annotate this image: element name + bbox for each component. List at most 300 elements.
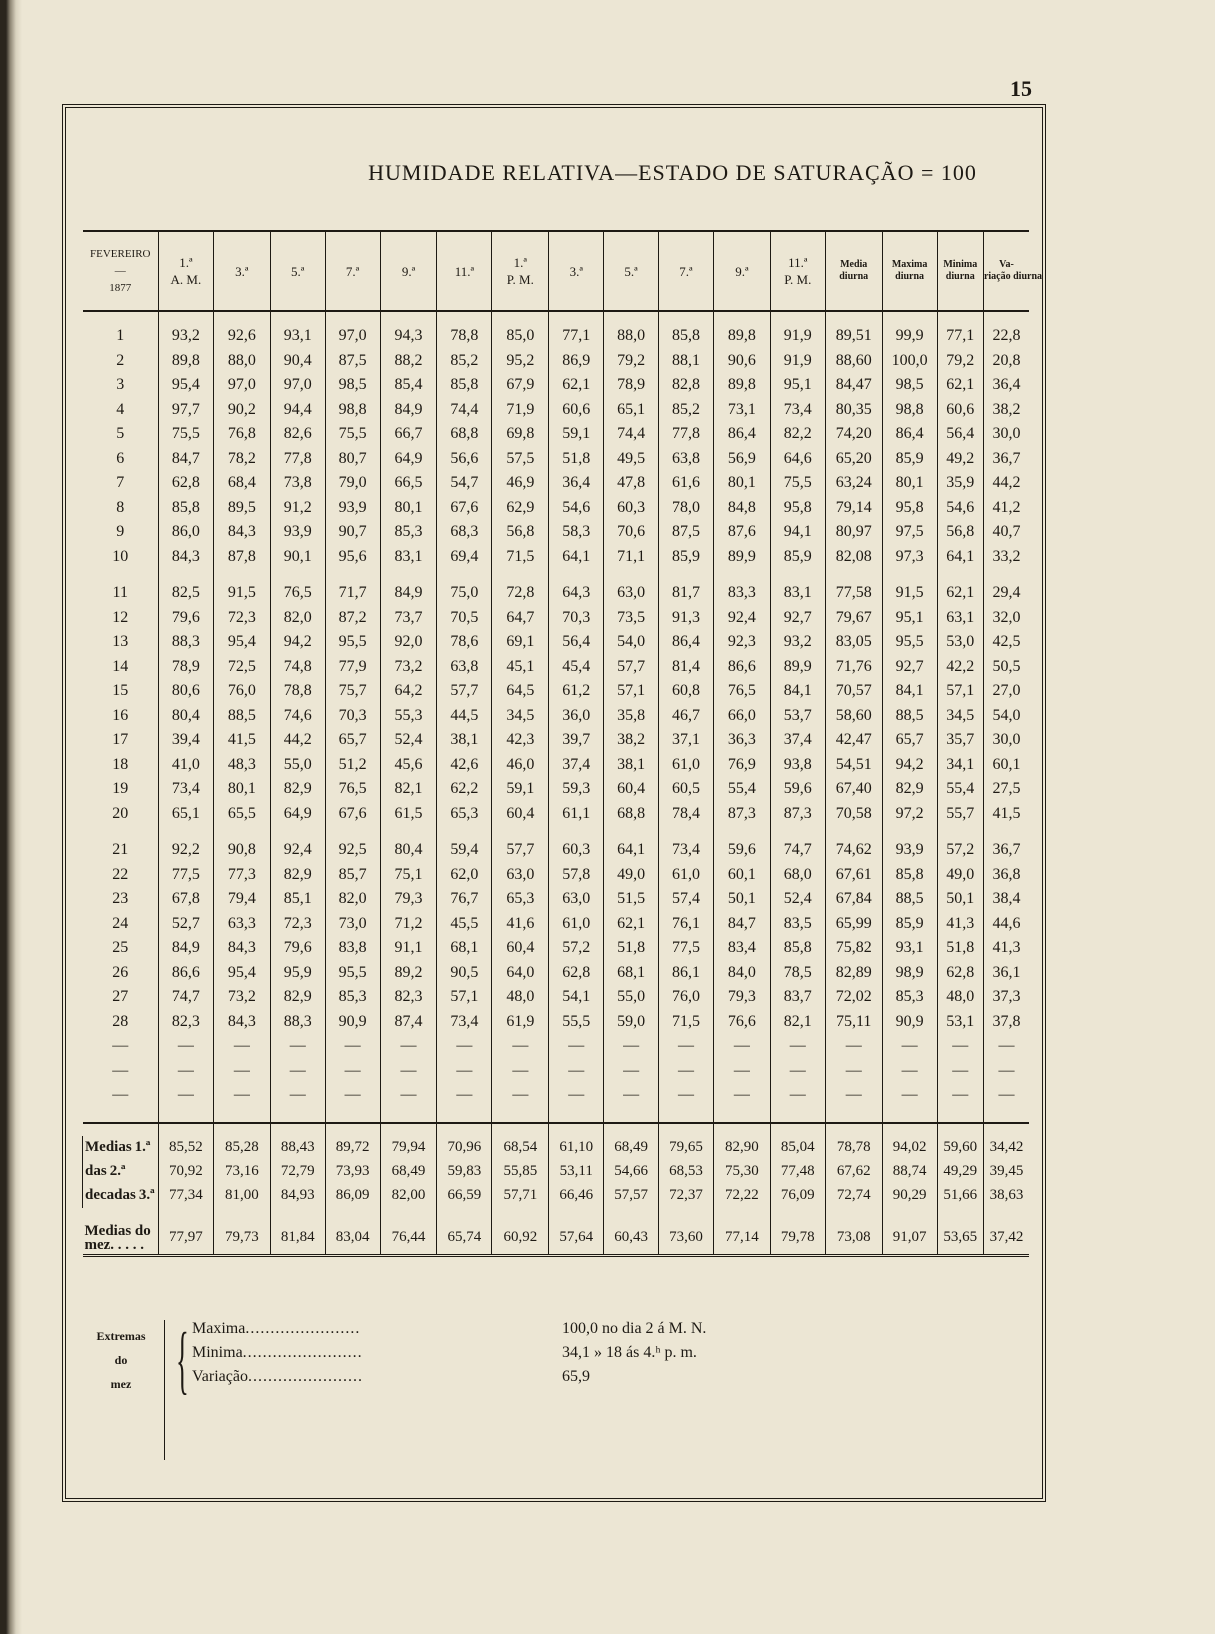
value-cell: 84,3 [158, 545, 213, 570]
decade-mean-row [83, 1136, 1030, 1160]
value-cell: 74,7 [158, 985, 213, 1010]
value-cell: 76,5 [270, 581, 325, 606]
value-cell: 80,97 [825, 520, 882, 545]
value-cell: 88,1 [659, 349, 714, 374]
value-cell: 71,5 [492, 545, 549, 570]
value-cell: 54,0 [604, 630, 659, 655]
column-header-line1: 1.ª [513, 255, 527, 270]
value-cell: 80,4 [380, 838, 437, 863]
table-row [83, 838, 1030, 863]
value-cell: — [213, 1034, 270, 1059]
value-cell: 37,3 [983, 985, 1029, 1010]
value-cell: 36,0 [549, 704, 604, 729]
extreme-note: no dia 2 á M. N. [602, 1320, 707, 1337]
value-cell: 85,2 [659, 398, 714, 423]
value-cell: 63,8 [437, 655, 492, 680]
extreme-value-number: 100,0 [562, 1320, 598, 1337]
value-cell: 92,3 [713, 630, 770, 655]
value-cell: 65,3 [437, 802, 492, 827]
table-row [83, 985, 1030, 1010]
value-cell: 85,28 [213, 1136, 270, 1160]
value-cell: 70,58 [825, 802, 882, 827]
column-header [549, 231, 604, 311]
table-row [83, 655, 1030, 680]
value-cell: 93,2 [770, 630, 825, 655]
value-cell: 45,6 [380, 753, 437, 778]
value-cell: 60,8 [659, 679, 714, 704]
extreme-value [562, 1368, 590, 1386]
value-cell: 62,8 [549, 961, 604, 986]
value-cell: 68,49 [380, 1160, 437, 1184]
value-cell: 64,9 [270, 802, 325, 827]
spacer-cell [770, 1108, 825, 1123]
value-cell: 66,59 [437, 1184, 492, 1208]
value-cell: 95,5 [325, 630, 380, 655]
table-row [83, 912, 1030, 937]
value-cell: 64,5 [492, 679, 549, 704]
value-cell: 78,6 [437, 630, 492, 655]
value-cell: 94,1 [770, 520, 825, 545]
value-cell: 86,6 [158, 961, 213, 986]
value-cell: — [983, 1083, 1029, 1108]
value-cell: 64,1 [549, 545, 604, 570]
value-cell: 85,3 [380, 520, 437, 545]
value-cell: — [325, 1083, 380, 1108]
spacer-cell [437, 569, 492, 581]
value-cell: 80,1 [713, 471, 770, 496]
value-cell: 85,2 [437, 349, 492, 374]
value-cell: 76,8 [213, 422, 270, 447]
value-cell: 77,9 [325, 655, 380, 680]
value-cell: 29,4 [983, 581, 1029, 606]
value-cell: 84,9 [158, 936, 213, 961]
value-cell: 51,8 [549, 447, 604, 472]
value-cell: 22,8 [983, 324, 1029, 349]
value-cell: 68,1 [437, 936, 492, 961]
column-header [437, 231, 492, 311]
value-cell: — [770, 1059, 825, 1084]
value-cell: 73,4 [770, 398, 825, 423]
value-cell: 53,0 [937, 630, 983, 655]
spacer-cell [882, 1123, 937, 1136]
value-cell: 94,4 [270, 398, 325, 423]
value-cell: 57,57 [604, 1184, 659, 1208]
spacer-cell [825, 1208, 882, 1222]
value-cell: 73,93 [325, 1160, 380, 1184]
value-cell: 88,60 [825, 349, 882, 374]
value-cell: 68,0 [770, 863, 825, 888]
value-cell: 65,3 [492, 887, 549, 912]
value-cell: 70,96 [437, 1136, 492, 1160]
value-cell: 92,7 [882, 655, 937, 680]
spacer-cell [437, 311, 492, 324]
value-cell: 84,7 [158, 447, 213, 472]
value-cell: — [882, 1083, 937, 1108]
spacer-cell [659, 1108, 714, 1123]
value-cell: 41,3 [937, 912, 983, 937]
column-header-line2: A. M. [170, 272, 202, 287]
value-cell: 48,0 [937, 985, 983, 1010]
value-cell: 67,62 [825, 1160, 882, 1184]
spacer-cell [983, 1123, 1029, 1136]
month-dash: — [114, 264, 126, 277]
extremes-label-line: do [114, 1353, 128, 1367]
value-cell: 82,90 [713, 1136, 770, 1160]
row-label-cell: 22 [112, 865, 129, 883]
value-cell: 78,78 [825, 1136, 882, 1160]
value-cell: 81,00 [213, 1184, 270, 1208]
value-cell: 41,5 [983, 802, 1029, 827]
value-cell: 51,66 [937, 1184, 983, 1208]
value-cell: 76,09 [770, 1184, 825, 1208]
table-row [83, 545, 1030, 570]
value-cell: 41,0 [158, 753, 213, 778]
value-cell: 72,02 [825, 985, 882, 1010]
column-header-line2: riação diurna [983, 271, 1043, 282]
value-cell: — [270, 1034, 325, 1059]
month-mean-label: Medias do mez. . . . . [83, 1222, 159, 1256]
value-cell: 92,0 [380, 630, 437, 655]
value-cell: 90,9 [882, 1010, 937, 1035]
spacer-cell [83, 569, 159, 581]
value-cell: 80,1 [882, 471, 937, 496]
value-cell: 38,2 [604, 728, 659, 753]
value-cell: 56,4 [937, 422, 983, 447]
value-cell: 37,4 [770, 728, 825, 753]
value-cell: 60,43 [604, 1222, 659, 1256]
value-cell: 30,0 [983, 728, 1029, 753]
value-cell: 98,8 [882, 398, 937, 423]
title-text: HUMIDADE RELATIVA—ESTADO DE SATURAÇÃO = 100 [368, 160, 977, 185]
column-header-line1: 5.ª [291, 263, 305, 279]
spacer-cell [325, 1123, 380, 1136]
table-row [83, 422, 1030, 447]
value-cell: 67,40 [825, 777, 882, 802]
spacer-cell [380, 1123, 437, 1136]
extreme-value [562, 1344, 697, 1362]
value-cell: — [713, 1034, 770, 1059]
value-cell: 87,3 [770, 802, 825, 827]
value-cell: 64,7 [492, 606, 549, 631]
value-cell: 52,7 [158, 912, 213, 937]
value-cell: 82,2 [770, 422, 825, 447]
value-cell: 77,58 [825, 581, 882, 606]
column-header-line2: diurna [945, 271, 975, 282]
value-cell: 78,8 [270, 679, 325, 704]
value-cell: 39,4 [158, 728, 213, 753]
value-cell: 92,4 [713, 606, 770, 631]
value-cell: 77,34 [158, 1184, 213, 1208]
row-label-cell: 23 [112, 890, 129, 908]
value-cell: 75,1 [380, 863, 437, 888]
value-cell: 50,1 [713, 887, 770, 912]
value-cell: 77,5 [158, 863, 213, 888]
value-cell: 65,74 [437, 1222, 492, 1256]
value-cell: 57,2 [549, 936, 604, 961]
value-cell: 34,42 [983, 1136, 1029, 1160]
value-cell: — [937, 1083, 983, 1108]
value-cell: 76,5 [325, 777, 380, 802]
value-cell: 72,37 [659, 1184, 714, 1208]
spacer-cell [983, 1208, 1029, 1222]
value-cell: 76,0 [659, 985, 714, 1010]
table-row [83, 728, 1030, 753]
value-cell: 97,5 [882, 520, 937, 545]
table-body [83, 311, 1030, 1255]
spacer-cell [882, 826, 937, 838]
value-cell: 85,9 [882, 912, 937, 937]
spacer-cell [604, 569, 659, 581]
column-header [770, 231, 825, 311]
value-cell: 89,2 [380, 961, 437, 986]
spacer-cell [380, 1208, 437, 1222]
value-cell: 86,09 [325, 1184, 380, 1208]
value-cell: 89,8 [713, 373, 770, 398]
spacer-cell [83, 826, 159, 838]
spacer-cell [213, 1108, 270, 1123]
value-cell: 55,7 [937, 802, 983, 827]
value-cell: 61,10 [549, 1136, 604, 1160]
value-cell: 44,2 [270, 728, 325, 753]
value-cell: 75,5 [325, 422, 380, 447]
spacer-cell [713, 311, 770, 324]
value-cell: 60,3 [549, 838, 604, 863]
value-cell: 88,3 [158, 630, 213, 655]
value-cell: 38,4 [983, 887, 1029, 912]
row-label-cell: 19 [112, 780, 129, 798]
spacer-cell [270, 826, 325, 838]
value-cell: 83,7 [770, 985, 825, 1010]
table-row [83, 1059, 1030, 1084]
value-cell: — [937, 1034, 983, 1059]
value-cell: 35,7 [937, 728, 983, 753]
value-cell: 86,4 [659, 630, 714, 655]
value-cell: — [983, 1059, 1029, 1084]
row-label-cell: — [112, 1037, 129, 1055]
spacer-cell [158, 1208, 213, 1222]
row-label-cell: 28 [112, 1012, 129, 1030]
value-cell: — [437, 1083, 492, 1108]
value-cell: 83,04 [325, 1222, 380, 1256]
value-cell: 65,7 [882, 728, 937, 753]
spacer-cell [492, 1123, 549, 1136]
value-cell: 84,93 [270, 1184, 325, 1208]
column-header [492, 231, 549, 311]
value-cell: 89,9 [713, 545, 770, 570]
value-cell: 60,5 [659, 777, 714, 802]
value-cell: 82,3 [158, 1010, 213, 1035]
value-cell: 49,0 [937, 863, 983, 888]
value-cell: 79,3 [380, 887, 437, 912]
column-header-line1: 9.ª [401, 263, 416, 279]
value-cell: 97,0 [270, 373, 325, 398]
value-cell: 61,2 [549, 679, 604, 704]
value-cell: 84,3 [213, 1010, 270, 1035]
value-cell: 36,8 [983, 863, 1029, 888]
value-cell: 65,20 [825, 447, 882, 472]
row-label-cell: 17 [112, 731, 129, 749]
value-cell: 98,5 [882, 373, 937, 398]
extreme-label [192, 1320, 482, 1338]
value-cell: 93,2 [158, 324, 213, 349]
value-cell: — [158, 1059, 213, 1084]
column-header-line1: 3.ª [235, 263, 249, 279]
value-cell: 50,5 [983, 655, 1029, 680]
month-mean-row [83, 1222, 1030, 1256]
spacer-cell [437, 1123, 492, 1136]
value-cell: 74,62 [825, 838, 882, 863]
column-header [158, 231, 213, 311]
value-cell: 73,4 [158, 777, 213, 802]
spacer-cell [270, 1108, 325, 1123]
row-label-cell: — [112, 1086, 129, 1104]
value-cell: — [659, 1034, 714, 1059]
value-cell: 93,9 [270, 520, 325, 545]
row-label-cell: 24 [112, 914, 129, 932]
spacer-cell [437, 1108, 492, 1123]
value-cell: 67,61 [825, 863, 882, 888]
value-cell: 97,2 [882, 802, 937, 827]
spacer-cell [825, 569, 882, 581]
spacer-row [83, 826, 1030, 838]
value-cell: 44,5 [437, 704, 492, 729]
value-cell: 72,74 [825, 1184, 882, 1208]
value-cell: 62,0 [437, 863, 492, 888]
value-cell: 60,6 [549, 398, 604, 423]
spacer-cell [158, 1108, 213, 1123]
value-cell: 40,7 [983, 520, 1029, 545]
value-cell: 65,7 [325, 728, 380, 753]
value-cell: — [604, 1034, 659, 1059]
spacer-cell [270, 311, 325, 324]
value-cell: 84,3 [213, 936, 270, 961]
value-cell: 76,44 [380, 1222, 437, 1256]
value-cell: 49,2 [937, 447, 983, 472]
value-cell: 85,3 [882, 985, 937, 1010]
value-cell: 57,4 [659, 887, 714, 912]
value-cell: 41,6 [492, 912, 549, 937]
spacer-cell [770, 569, 825, 581]
value-cell: 73,8 [270, 471, 325, 496]
value-cell: 37,1 [659, 728, 714, 753]
value-cell: 75,7 [325, 679, 380, 704]
value-cell: 51,2 [325, 753, 380, 778]
value-cell: 70,92 [158, 1160, 213, 1184]
value-cell: 52,4 [770, 887, 825, 912]
value-cell: — [713, 1059, 770, 1084]
value-cell: 84,3 [213, 520, 270, 545]
value-cell: 62,8 [158, 471, 213, 496]
spacer-cell [604, 1108, 659, 1123]
value-cell: 85,4 [380, 373, 437, 398]
month-label: FEVEREIRO [89, 247, 151, 260]
value-cell: 59,3 [549, 777, 604, 802]
value-cell: 37,4 [549, 753, 604, 778]
value-cell: 65,1 [158, 802, 213, 827]
spacer-cell [492, 1208, 549, 1222]
value-cell: 36,7 [983, 447, 1029, 472]
value-cell: 36,7 [983, 838, 1029, 863]
value-cell: 57,1 [604, 679, 659, 704]
spacer-cell [549, 311, 604, 324]
value-cell: 95,2 [492, 349, 549, 374]
value-cell: 85,7 [325, 863, 380, 888]
value-cell: 55,85 [492, 1160, 549, 1184]
value-cell: 89,8 [713, 324, 770, 349]
value-cell: 71,2 [380, 912, 437, 937]
value-cell: 71,76 [825, 655, 882, 680]
value-cell: 97,7 [158, 398, 213, 423]
spacer-cell [270, 569, 325, 581]
value-cell: 46,7 [659, 704, 714, 729]
spacer-cell [325, 1208, 380, 1222]
value-cell: 58,3 [549, 520, 604, 545]
value-cell: 59,0 [604, 1010, 659, 1035]
value-cell: 72,8 [492, 581, 549, 606]
value-cell: 95,1 [882, 606, 937, 631]
value-cell: — [882, 1034, 937, 1059]
value-cell: 37,8 [983, 1010, 1029, 1035]
value-cell: 63,24 [825, 471, 882, 496]
value-cell: 79,2 [937, 349, 983, 374]
value-cell: 48,3 [213, 753, 270, 778]
spacer-cell [937, 826, 983, 838]
value-cell: 60,3 [604, 496, 659, 521]
column-header [937, 231, 983, 311]
table-row [83, 581, 1030, 606]
spacer-cell [713, 569, 770, 581]
value-cell: 55,0 [270, 753, 325, 778]
row-label-cell: 27 [112, 988, 129, 1006]
column-header-line1: Media [840, 259, 868, 270]
value-cell: 75,30 [713, 1160, 770, 1184]
value-cell: 78,4 [659, 802, 714, 827]
value-cell: 42,5 [983, 630, 1029, 655]
value-cell: 83,4 [713, 936, 770, 961]
value-cell: 46,9 [492, 471, 549, 496]
value-cell: 88,3 [270, 1010, 325, 1035]
spacer-cell [158, 311, 213, 324]
value-cell: 79,6 [270, 936, 325, 961]
row-label-cell: 13 [112, 633, 129, 651]
spacer-cell [213, 1123, 270, 1136]
value-cell: 54,0 [983, 704, 1029, 729]
table-row [83, 753, 1030, 778]
spacer-cell [380, 569, 437, 581]
value-cell: 61,0 [659, 753, 714, 778]
spacer-cell [325, 569, 380, 581]
value-cell: 73,08 [825, 1222, 882, 1256]
row-label-cell: 4 [116, 400, 125, 418]
spacer-cell [825, 1108, 882, 1123]
value-cell: 85,8 [882, 863, 937, 888]
value-cell: 90,6 [713, 349, 770, 374]
value-cell: 98,5 [325, 373, 380, 398]
value-cell: 62,1 [937, 373, 983, 398]
value-cell: 68,8 [604, 802, 659, 827]
spacer-cell [213, 826, 270, 838]
extreme-label-text: Maxima [192, 1320, 246, 1337]
value-cell: 77,3 [213, 863, 270, 888]
value-cell: 73,7 [380, 606, 437, 631]
table-row [83, 324, 1030, 349]
value-cell: — [659, 1083, 714, 1108]
value-cell: 89,9 [770, 655, 825, 680]
value-cell: 73,0 [325, 912, 380, 937]
value-cell: 79,94 [380, 1136, 437, 1160]
value-cell: 72,5 [213, 655, 270, 680]
table-row [83, 630, 1030, 655]
